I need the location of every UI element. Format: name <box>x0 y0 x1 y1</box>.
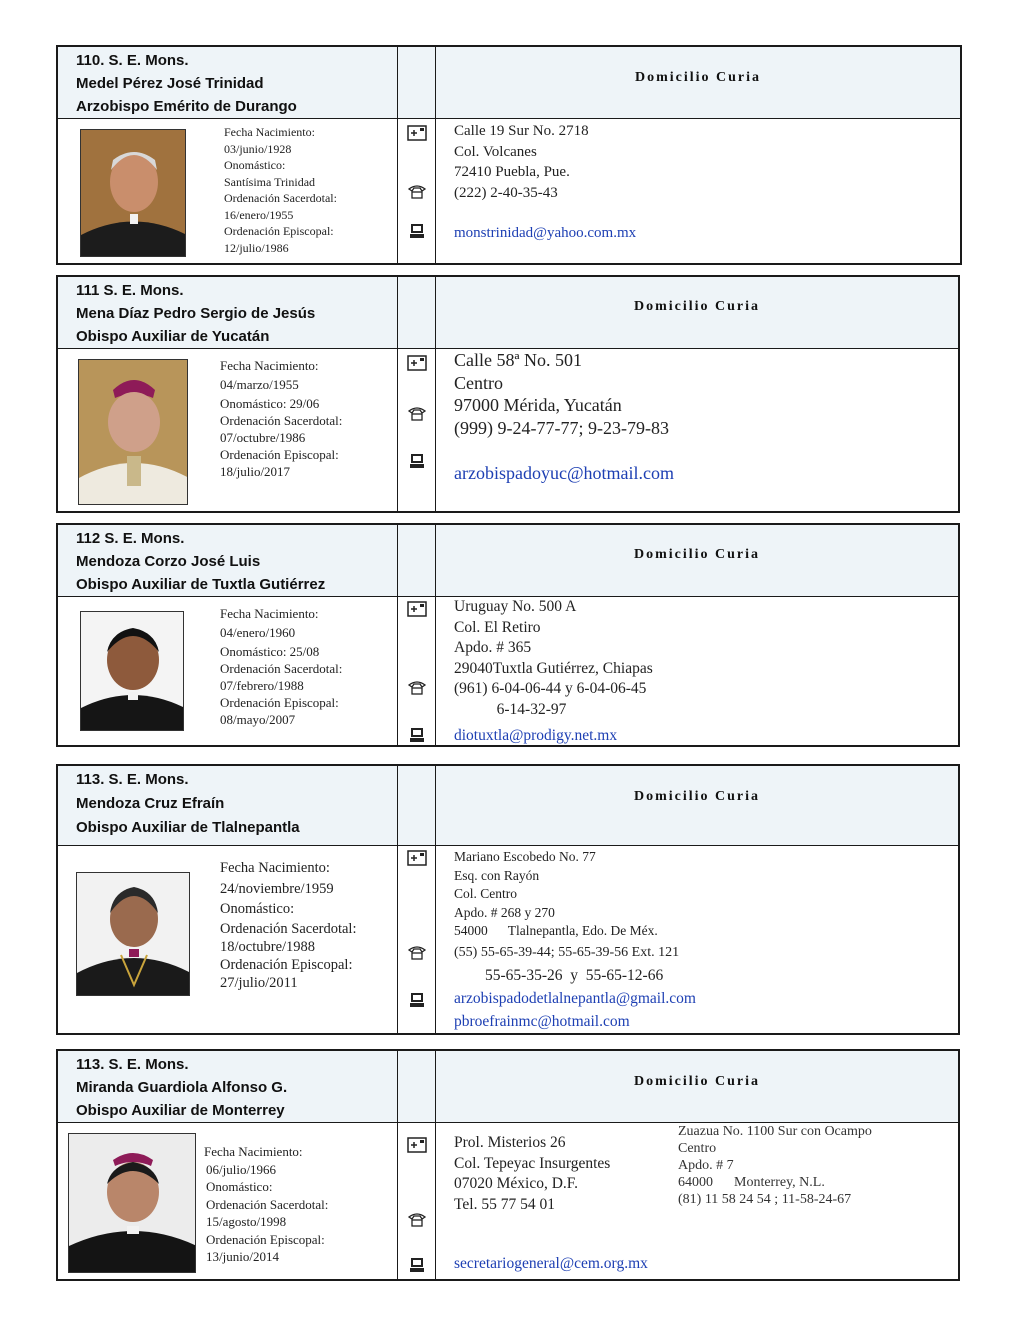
bio-details: Fecha Nacimiento: 24/noviembre/1959 Onomástico: Ordenación Sacerdotal: 18/octubre/1988 Ordenación Episcopal: 27/julio/2011 <box>220 860 357 991</box>
telephone-icon <box>407 1211 427 1227</box>
address-cell <box>436 349 958 511</box>
section-label: Domicilio Curia <box>436 47 960 119</box>
address-cell <box>436 119 960 263</box>
bishop-photo <box>80 129 186 257</box>
email-link-secondary[interactable]: pbroefrainmc@hotmail.com <box>454 1012 630 1030</box>
address-cell <box>436 1123 958 1279</box>
header-icon-cell <box>398 277 436 349</box>
section-label: Domicilio Curia <box>436 1051 958 1123</box>
bio-details: Fecha Nacimiento: 06/julio/1966 Onomástico: Ordenación Sacerdotal: 15/agosto/1998 Ordenación Episcopal: 13/junio/2014 <box>204 1144 329 1264</box>
bishop-photo <box>76 872 190 996</box>
bio-cell <box>58 349 398 511</box>
contact-icons-cell <box>398 846 436 1033</box>
address-cell <box>436 846 958 1033</box>
telephone-icon <box>407 944 427 960</box>
email-link[interactable]: arzobispadodetlalnepantla@gmail.com <box>454 989 696 1007</box>
address-card-icon <box>407 850 427 866</box>
bio-details: Fecha Nacimiento: 03/junio/1928 Onomástico: Santísima Trinidad Ordenación Sacerdotal: 16/enero/1955 Ordenación Episcopal: 12/julio/1986 <box>224 125 337 255</box>
address-block: Calle 19 Sur No. 2718 Col. Volcanes 72410 Puebla, Pue. (222) 2-40-35-43 monstrinidad@yahoo.com.mx <box>454 121 636 244</box>
email-link[interactable]: secretariogeneral@cem.org.mx <box>454 1255 648 1272</box>
entry-number: 113. S. E. Mons. <box>76 1056 189 1073</box>
address-block: Mariano Escobedo No. 77 Esq. con Rayón Col. Centro Apdo. # 268 y 270 54000 Tlalnepantla, Edo. De Méx. (55) 55-65-39-44; 55-65-39-56 Ext. 121 55-65-35-26 y 55-65-12-66 arzobispadodetlalnepantla@gmail.com pbroefrainmc@hotmail.com <box>454 848 696 1033</box>
computer-icon <box>407 223 427 239</box>
entry-header <box>58 1051 398 1123</box>
contact-icons-cell <box>398 349 436 511</box>
entry-number: 112 S. E. Mons. <box>76 530 185 547</box>
email-link[interactable]: arzobispadoyuc@hotmail.com <box>454 463 675 483</box>
address-block-secondary: Zuazua No. 1100 Sur con Ocampo Centro Apdo. # 7 64000 Monterrey, N.L. (81) 11 58 24 54 ; 11-58-24-67 <box>678 1124 872 1207</box>
address-block: Uruguay No. 500 A Col. El Retiro Apdo. # 365 29040Tuxtla Gutiérrez, Chiapas (961) 6-04-06-44 y 6-04-06-45 6-14-32-97 diotuxtla@prodigy.net.mx <box>454 597 653 747</box>
bishop-title: Obispo Auxiliar de Yucatán <box>76 328 270 345</box>
address-block: Calle 58ª No. 501 Centro 97000 Mérida, Yucatán (999) 9-24-77-77; 9-23-79-83 arzobispadoyuc@hotmail.com <box>454 350 675 483</box>
entry-header <box>58 277 398 349</box>
entry-number: 113. S. E. Mons. <box>76 771 189 788</box>
bishop-title: Obispo Auxiliar de Tlalnepantla <box>76 819 300 836</box>
bishop-name: Mendoza Corzo José Luis <box>76 553 261 570</box>
bishop-name: Mena Díaz Pedro Sergio de Jesús <box>76 305 316 322</box>
bio-cell <box>58 597 398 745</box>
computer-icon <box>407 727 427 743</box>
header-icon-cell <box>398 47 436 119</box>
address-block: Prol. Misterios 26 Col. Tepeyac Insurgentes 07020 México, D.F. Tel. 55 77 54 01 <box>454 1134 611 1213</box>
bio-details: Fecha Nacimiento: 04/enero/1960 Onomástico: 25/08 Ordenación Sacerdotal: 07/febrero/1988 Ordenación Episcopal: 08/mayo/2007 <box>220 606 343 727</box>
header-icon-cell <box>398 766 436 846</box>
address-cell <box>436 597 958 745</box>
bio-cell <box>58 846 398 1033</box>
bishop-photo <box>68 1133 196 1273</box>
telephone-icon <box>407 183 427 199</box>
address-card-icon <box>407 1137 427 1153</box>
contact-icons-cell <box>398 119 436 263</box>
bishop-name: Mendoza Cruz Efraín <box>76 795 225 812</box>
entry-header <box>58 766 398 846</box>
bishop-entry-113-monterrey <box>56 1049 960 1281</box>
header-icon-cell <box>398 525 436 597</box>
telephone-icon <box>407 405 427 421</box>
bishop-photo <box>78 359 188 505</box>
section-label: Domicilio Curia <box>436 766 958 846</box>
address-card-icon <box>407 125 427 141</box>
address-card-icon <box>407 601 427 617</box>
computer-icon <box>407 992 427 1008</box>
section-label: Domicilio Curia <box>436 525 958 597</box>
address-card-icon <box>407 355 427 371</box>
email-link[interactable]: diotuxtla@prodigy.net.mx <box>454 727 618 744</box>
bishop-title: Obispo Auxiliar de Tuxtla Gutiérrez <box>76 576 326 593</box>
bishop-entry-113-tlalnepantla <box>56 764 960 1035</box>
entry-header <box>58 525 398 597</box>
contact-icons-cell <box>398 597 436 745</box>
section-label: Domicilio Curia <box>436 277 958 349</box>
bishop-name: Medel Pérez José Trinidad <box>76 75 264 92</box>
bishop-entry-110 <box>56 45 962 265</box>
header-icon-cell <box>398 1051 436 1123</box>
entry-header <box>58 47 398 119</box>
bio-cell <box>58 119 398 263</box>
computer-icon <box>407 453 427 469</box>
entry-number: 111 S. E. Mons. <box>76 282 184 299</box>
bishop-entry-112 <box>56 523 960 747</box>
computer-icon <box>407 1257 427 1273</box>
bishop-name: Miranda Guardiola Alfonso G. <box>76 1079 288 1096</box>
bishop-entry-111 <box>56 275 960 513</box>
email-link[interactable]: monstrinidad@yahoo.com.mx <box>454 225 637 241</box>
bishop-title: Arzobispo Emérito de Durango <box>76 98 297 115</box>
contact-icons-cell <box>398 1123 436 1279</box>
telephone-icon <box>407 679 427 695</box>
entry-number: 110. S. E. Mons. <box>76 52 189 69</box>
bishop-title: Obispo Auxiliar de Monterrey <box>76 1102 285 1119</box>
bishop-photo <box>80 611 184 731</box>
bio-details: Fecha Nacimiento: 04/marzo/1955 Onomástico: 29/06 Ordenación Sacerdotal: 07/octubre/1986 Ordenación Episcopal: 18/julio/2017 <box>220 358 343 479</box>
bio-cell <box>58 1123 398 1279</box>
